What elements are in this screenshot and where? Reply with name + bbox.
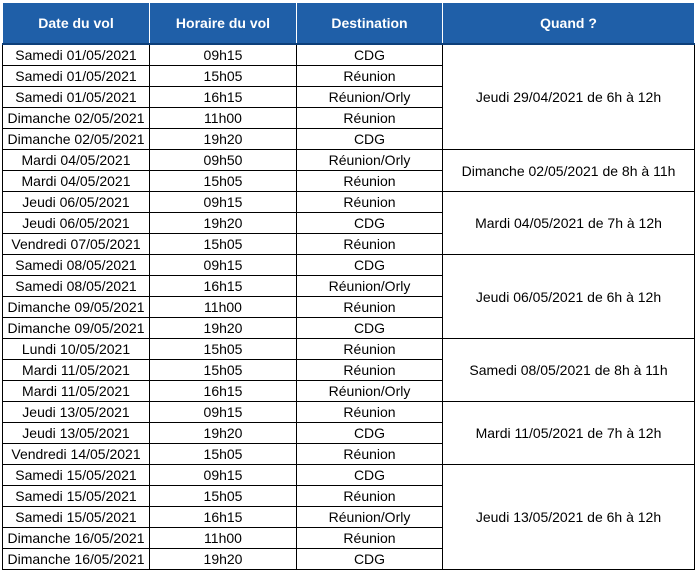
flight-time-cell: 09h15 (150, 44, 297, 66)
flight-time-cell: 11h00 (150, 108, 297, 129)
table-row (3, 150, 695, 171)
flight-date-cell: Jeudi 13/05/2021 (3, 402, 150, 423)
destination-cell: Réunion (297, 444, 443, 465)
destination-cell: Réunion (297, 486, 443, 507)
flight-time-cell: 15h05 (150, 486, 297, 507)
destination-cell: Réunion (297, 339, 443, 360)
flight-time-cell: 19h20 (150, 213, 297, 234)
flight-date-cell: Samedi 15/05/2021 (3, 507, 150, 528)
flight-time-cell: 09h15 (150, 465, 297, 486)
destination-cell: Réunion (297, 402, 443, 423)
flight-date-cell: Dimanche 16/05/2021 (3, 549, 150, 570)
table-body (3, 44, 695, 570)
flight-time-cell: 11h00 (150, 297, 297, 318)
destination-cell: Réunion (297, 297, 443, 318)
flight-time-cell: 19h20 (150, 318, 297, 339)
destination-cell: CDG (297, 423, 443, 444)
destination-cell: CDG (297, 549, 443, 570)
flight-schedule-table (2, 2, 695, 570)
flight-date-cell: Dimanche 16/05/2021 (3, 528, 150, 549)
flight-date-cell: Dimanche 09/05/2021 (3, 297, 150, 318)
flight-date-cell: Dimanche 02/05/2021 (3, 108, 150, 129)
destination-cell: CDG (297, 255, 443, 276)
destination-cell: CDG (297, 465, 443, 486)
flight-time-cell: 16h15 (150, 507, 297, 528)
header-when: Quand ? (443, 3, 695, 45)
flight-time-cell: 15h05 (150, 234, 297, 255)
flight-date-cell: Dimanche 02/05/2021 (3, 129, 150, 150)
flight-time-cell: 19h20 (150, 549, 297, 570)
header-time: Horaire du vol (150, 3, 297, 45)
flight-time-cell: 16h15 (150, 276, 297, 297)
flight-date-cell: Vendredi 14/05/2021 (3, 444, 150, 465)
flight-time-cell: 09h50 (150, 150, 297, 171)
flight-date-cell: Dimanche 09/05/2021 (3, 318, 150, 339)
flight-time-cell: 09h15 (150, 255, 297, 276)
destination-cell: Réunion/Orly (297, 276, 443, 297)
flight-time-cell: 19h20 (150, 129, 297, 150)
destination-cell: Réunion (297, 192, 443, 213)
table-header-row (3, 3, 695, 45)
flight-date-cell: Samedi 01/05/2021 (3, 87, 150, 108)
flight-date-cell: Samedi 08/05/2021 (3, 255, 150, 276)
flight-time-cell: 15h05 (150, 339, 297, 360)
destination-cell: CDG (297, 129, 443, 150)
destination-cell: Réunion/Orly (297, 87, 443, 108)
table-row (3, 465, 695, 486)
destination-cell: CDG (297, 44, 443, 66)
when-cell: Mardi 04/05/2021 de 7h à 12h (443, 192, 695, 255)
table-row (3, 192, 695, 213)
destination-cell: Réunion (297, 360, 443, 381)
flight-time-cell: 09h15 (150, 402, 297, 423)
flight-time-cell: 11h00 (150, 528, 297, 549)
flight-date-cell: Mardi 04/05/2021 (3, 171, 150, 192)
flight-date-cell: Mardi 04/05/2021 (3, 150, 150, 171)
flight-date-cell: Samedi 08/05/2021 (3, 276, 150, 297)
destination-cell: CDG (297, 318, 443, 339)
flight-date-cell: Samedi 15/05/2021 (3, 486, 150, 507)
table-row (3, 255, 695, 276)
when-cell: Jeudi 06/05/2021 de 6h à 12h (443, 255, 695, 339)
flight-date-cell: Jeudi 06/05/2021 (3, 213, 150, 234)
flight-time-cell: 15h05 (150, 444, 297, 465)
when-cell: Samedi 08/05/2021 de 8h à 11h (443, 339, 695, 402)
destination-cell: Réunion/Orly (297, 507, 443, 528)
flight-date-cell: Vendredi 07/05/2021 (3, 234, 150, 255)
destination-cell: Réunion (297, 108, 443, 129)
flight-date-cell: Samedi 01/05/2021 (3, 44, 150, 66)
destination-cell: Réunion (297, 234, 443, 255)
flight-date-cell: Samedi 15/05/2021 (3, 465, 150, 486)
destination-cell: Réunion (297, 528, 443, 549)
flight-time-cell: 16h15 (150, 87, 297, 108)
table-row (3, 402, 695, 423)
table-row (3, 44, 695, 66)
flight-time-cell: 09h15 (150, 192, 297, 213)
destination-cell: Réunion (297, 171, 443, 192)
flight-time-cell: 15h05 (150, 66, 297, 87)
table-row (3, 339, 695, 360)
flight-date-cell: Mardi 11/05/2021 (3, 360, 150, 381)
header-date: Date du vol (3, 3, 150, 45)
header-destination: Destination (297, 3, 443, 45)
when-cell: Dimanche 02/05/2021 de 8h à 11h (443, 150, 695, 192)
flight-date-cell: Jeudi 06/05/2021 (3, 192, 150, 213)
flight-time-cell: 16h15 (150, 381, 297, 402)
destination-cell: Réunion/Orly (297, 381, 443, 402)
flight-date-cell: Jeudi 13/05/2021 (3, 423, 150, 444)
flight-date-cell: Mardi 11/05/2021 (3, 381, 150, 402)
destination-cell: CDG (297, 213, 443, 234)
flight-date-cell: Lundi 10/05/2021 (3, 339, 150, 360)
when-cell: Jeudi 13/05/2021 de 6h à 12h (443, 465, 695, 570)
flight-date-cell: Samedi 01/05/2021 (3, 66, 150, 87)
when-cell: Jeudi 29/04/2021 de 6h à 12h (443, 44, 695, 150)
flight-time-cell: 15h05 (150, 360, 297, 381)
when-cell: Mardi 11/05/2021 de 7h à 12h (443, 402, 695, 465)
destination-cell: Réunion/Orly (297, 150, 443, 171)
flight-time-cell: 19h20 (150, 423, 297, 444)
destination-cell: Réunion (297, 66, 443, 87)
flight-time-cell: 15h05 (150, 171, 297, 192)
